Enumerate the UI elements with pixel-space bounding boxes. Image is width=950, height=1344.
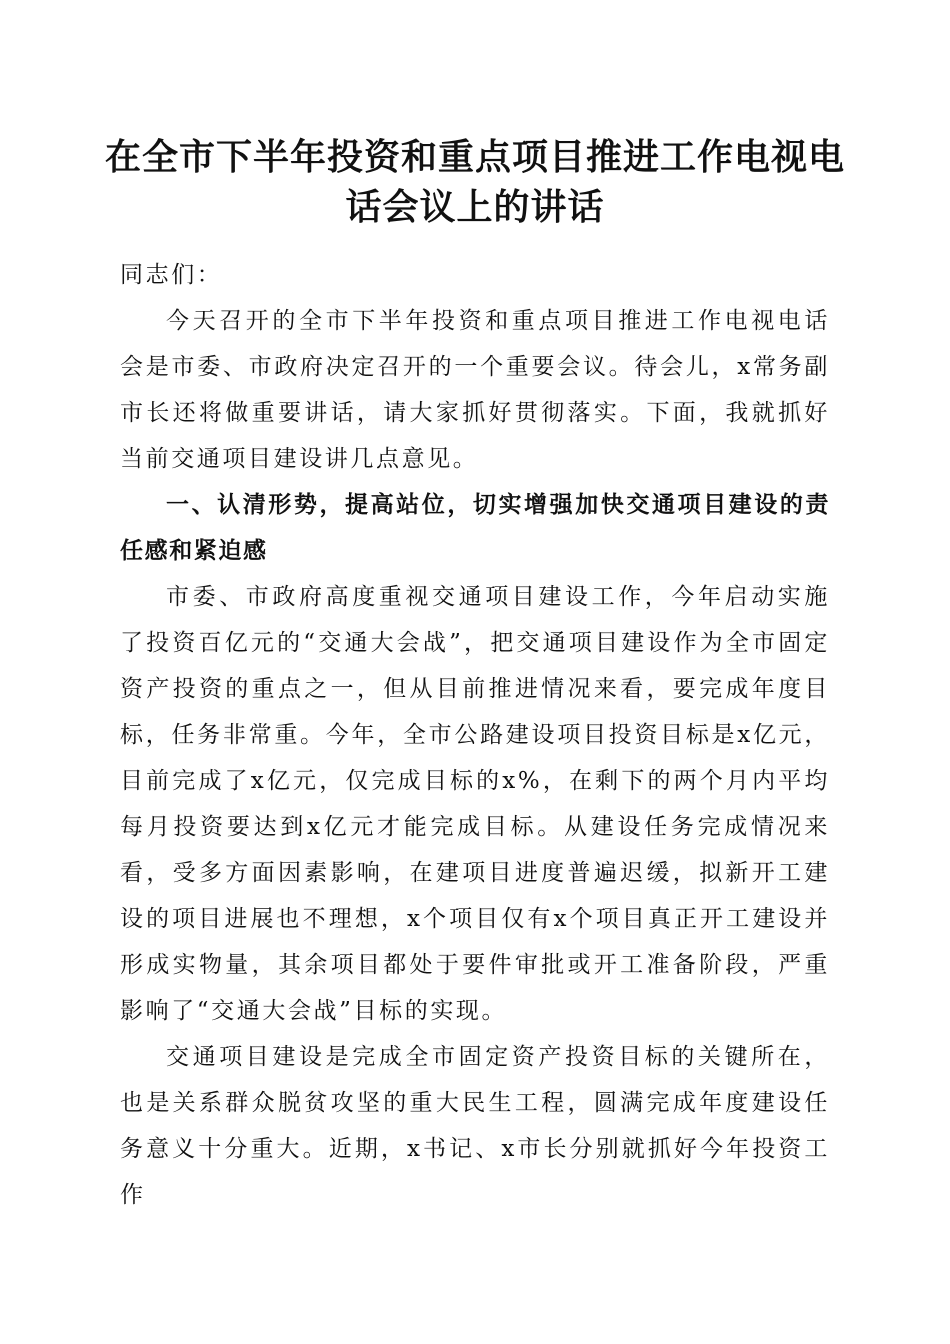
section-heading-1: 一、认清形势，提高站位，切实增强加快交通项目建设的责任感和紧迫感	[120, 492, 830, 564]
salutation: 同志们：	[120, 262, 223, 288]
document-title	[100, 132, 850, 232]
paragraph-importance: 交通项目建设是完成全市固定资产投资目标的关键所在，也是关系群众脱贫攻坚的重大民生工程，圆满完成年度建设任务意义十分重大。近期，x书记、x市长分别就抓好今年投资工作	[120, 1044, 830, 1208]
title-line-2: 话会议上的讲话	[345, 186, 605, 228]
paragraph-intro: 今天召开的全市下半年投资和重点项目推进工作电视电话会是市委、市政府决定召开的一个重要会议。待会儿，x常务副市长还将做重要讲话，请大家抓好贯彻落实。下面，我就抓好当前交通项目建设讲几点意见。	[120, 308, 830, 472]
paragraph-situation: 市委、市政府高度重视交通项目建设工作，今年启动实施了投资百亿元的“交通大会战”，把交通项目建设作为全市固定资产投资的重点之一，但从目前推进情况来看，要完成年度目标，任务非常重。今年，全市公路建设项目投资目标是x亿元，目前完成了x亿元，仅完成目标的x%，在剩下的两个月内平均每月投资要达到x亿元才能完成目标。从建设任务完成情况来看，受多方面因素影响，在建项目进度普遍迟缓，拟新开工建设的项目进展也不理想，x个项目仅有x个项目真正开工建设并形成实物量，其余项目都处于要件审批或开工准备阶段，严重影响了“交通大会战”目标的实现。	[120, 584, 830, 1024]
document-body	[120, 252, 830, 1218]
title-line-1: 在全市下半年投资和重点项目推进工作电视电	[104, 136, 845, 178]
